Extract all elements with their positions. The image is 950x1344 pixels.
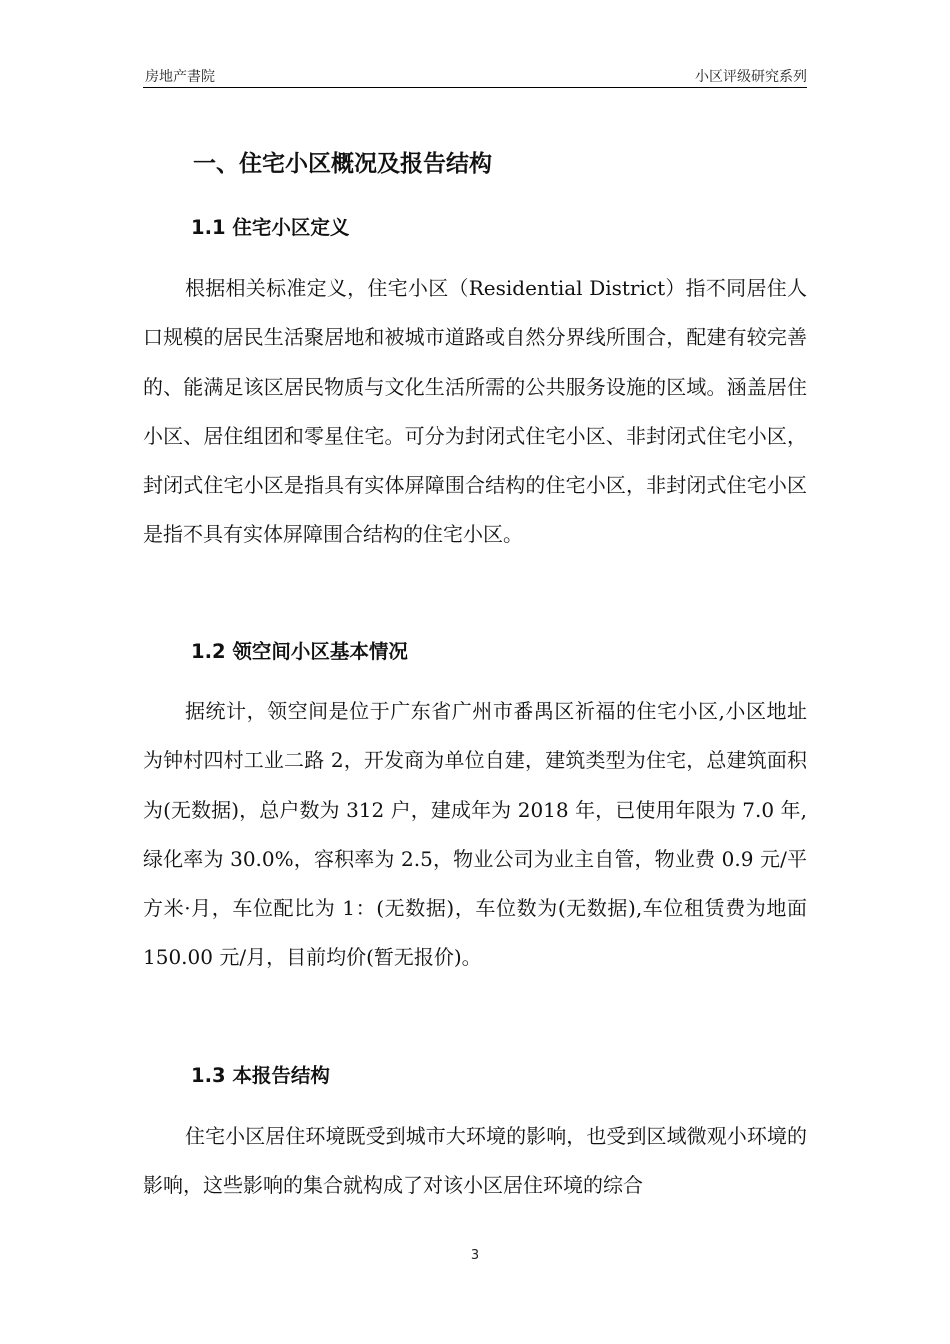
page-number: 3 [470,1248,480,1263]
header-publisher: 房地产書院 [145,69,215,85]
header-rule [143,87,807,88]
section-paragraph-1-2: 据统计，领空间是位于广东省广州市番禺区祈福的住宅小区,小区地址为钟村四村工业二路 2，开发商为单位自建，建筑类型为住宅，总建筑面积为(无数据)，总户数为 312 户，建成年为 2018 年，已使用年限为 7.0 年,绿化率为 30.0%，容积率为 2.5，物业公司为业主自管，物业费 0.9 元/平方米·月，车位配比为 1：(无数据)，车位数为(无数据),车位租赁费为地面 150.00 元/月，目前均价(暂无报价)。 [143,699,807,970]
section-paragraph-1-1: 根据相关标准定义，住宅小区（Residential District）指不同居住人口规模的居民生活聚居地和被城市道路或自然分界线所围合，配建有较完善的、能满足该区居民物质与文化生活所需的公共服务设施的区域。涵盖居住小区、居住组团和零星住宅。可分为封闭式住宅小区、非封闭式住宅小区，封闭式住宅小区是指具有实体屏障围合结构的住宅小区，非封闭式住宅小区是指不具有实体屏障围合结构的住宅小区。 [143,276,807,547]
chapter-title: 一、住宅小区概况及报告结构 [193,151,492,177]
header-series: 小区评级研究系列 [695,69,807,85]
section-heading-1-2: 1.2 领空间小区基本情况 [191,640,408,663]
section-paragraph-1-3: 住宅小区居住环境既受到城市大环境的影响，也受到区域微观小环境的影响，这些影响的集合就构成了对该小区居住环境的综合 [143,1124,807,1198]
section-heading-1-1: 1.1 住宅小区定义 [191,216,350,239]
section-heading-1-3: 1.3 本报告结构 [191,1064,330,1087]
